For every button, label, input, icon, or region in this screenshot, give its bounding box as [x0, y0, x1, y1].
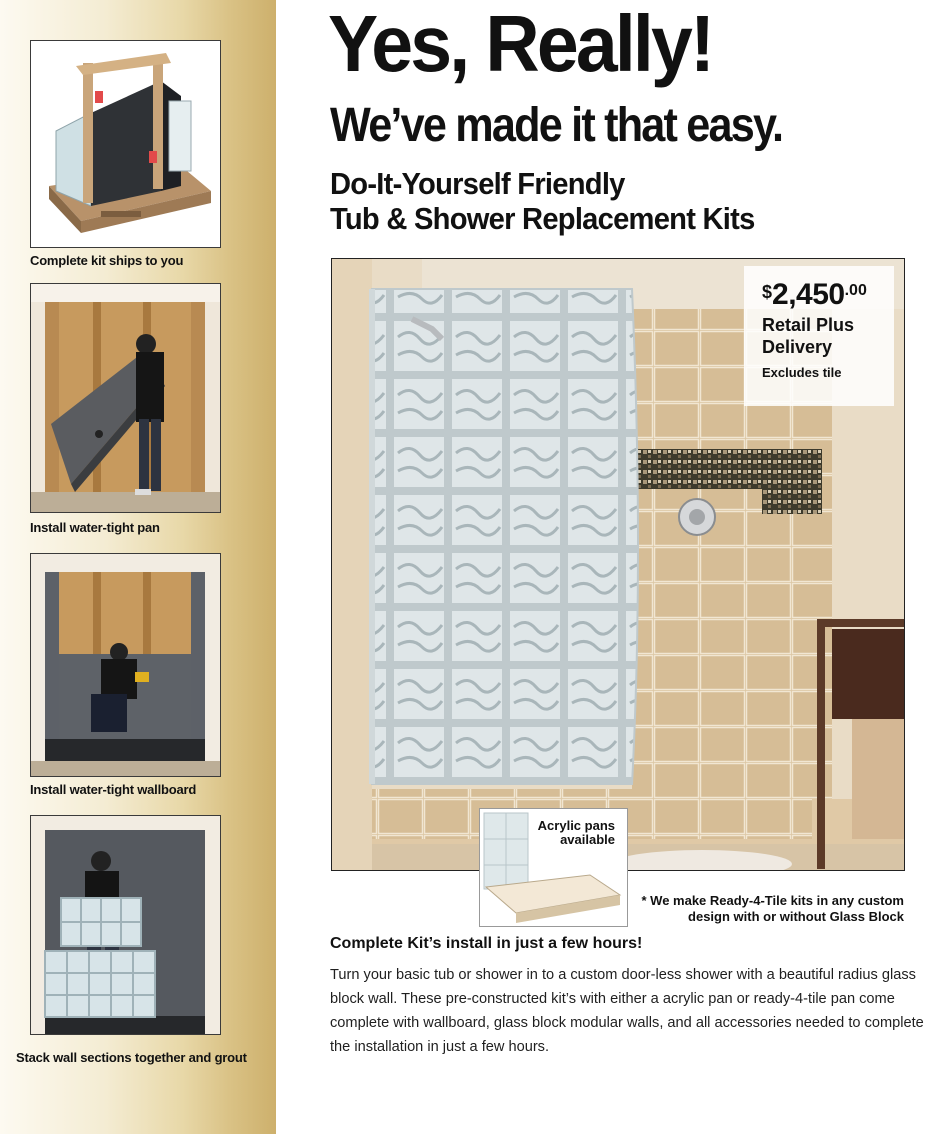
price-card	[744, 266, 894, 406]
headline-sub: We’ve made it that easy.	[330, 99, 783, 152]
headline-diy-line2: Tub & Shower Replacement Kits	[330, 201, 755, 236]
headline-diy-line1: Do-It-Yourself Friendly	[330, 166, 625, 201]
step-2-caption: Install water-tight pan	[30, 520, 160, 535]
price-currency: $	[762, 282, 773, 302]
body-text: Turn your basic tub or shower in to a custom door-less shower with a beautiful radius glass block wall. These pre-constructed kit’s with either a acrylic pan or ready-4-tile pan come complete with wallboard, glass block modular walls, and all accessories needed to complete the installation in just a few hours.	[330, 967, 924, 1055]
step-1-caption: Complete kit ships to you	[30, 253, 184, 268]
custom-note-line2: design with or without Glass Block	[688, 909, 904, 924]
acrylic-label	[515, 819, 615, 847]
headline-diy	[330, 166, 755, 236]
glass-block-wall-icon	[31, 816, 220, 1034]
price-amount	[762, 278, 867, 312]
custom-kit-note	[630, 893, 904, 925]
custom-note-line1: * We make Ready-4-Tile kits in any custom	[641, 893, 904, 908]
step-2-photo	[30, 283, 221, 513]
shipping-pallet-icon	[31, 41, 220, 247]
price-dollars: 2,450	[772, 278, 845, 311]
headline-main: Yes, Really!	[328, 0, 713, 88]
step-1-photo	[30, 40, 221, 248]
body-heading: Complete Kit’s install in just a few hours!	[330, 935, 643, 952]
shower-pan-icon	[31, 284, 220, 512]
price-retail-label: Retail Plus Delivery	[762, 315, 855, 357]
step-4-photo	[30, 815, 221, 1035]
step-3-photo	[30, 553, 221, 777]
price-excludes-label: Excludes tile	[762, 365, 842, 380]
acrylic-pan-inset	[479, 808, 628, 927]
price-cents: .00	[844, 282, 867, 299]
acrylic-label-line1: Acrylic pans	[537, 818, 615, 833]
step-3-caption: Install water-tight wallboard	[30, 782, 197, 797]
step-4-caption: Stack wall sections together and grout	[16, 1050, 247, 1065]
acrylic-label-line2: available	[560, 832, 615, 847]
wallboard-icon	[31, 554, 220, 776]
